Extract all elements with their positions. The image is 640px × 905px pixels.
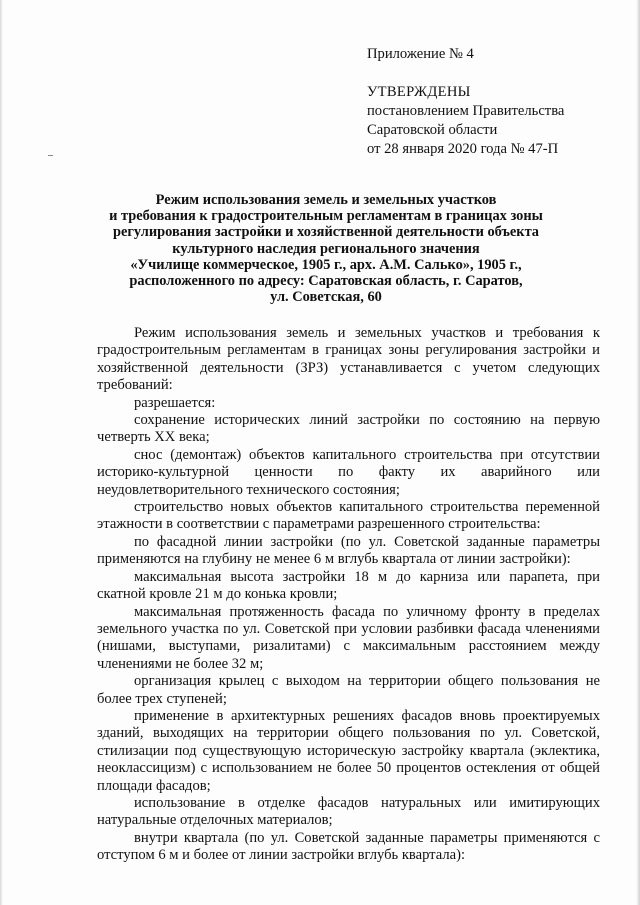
paragraph-item: снос (демонтаж) объектов капитального строительства при отсутствии историко-культурной ценности по факту их аварийного или неудовлетворительного технического состояния; [97, 446, 600, 498]
approval-line-1: постановлением Правительства [367, 103, 565, 119]
paragraph-item: максимальная высота застройки 18 м до карниза или парапета, при скатной кровле 21 м до конька кровли; [97, 568, 600, 603]
title-line-3: регулирования застройки и хозяйственной деятельности объекта [112, 224, 540, 241]
paragraph-item: внутри квартала (по ул. Советской заданные параметры применяются с отступом 6 м и более от линии застройки вглубь квартала): [97, 829, 600, 864]
paragraph-item: организация крылец с выходом на территории общего пользования не более трех ступеней; [97, 673, 600, 707]
paragraph-item: сохранение исторических линий застройки по состоянию на первую четверть XX века; [97, 412, 600, 446]
paragraph-item: применение в архитектурных решениях фасадов вновь проектируемых зданий, выходящих на территории общего пользования по ул. Советской, стилизации под существующую историческую застройку квартала (эклектика, неоклассицизм) с использованием не более 50 процентов остекления от общей площади фасадов; [97, 707, 600, 794]
title-line-6: расположенного по адресу: Саратовская область, г. Саратов, [129, 273, 523, 290]
document-body [97, 325, 600, 865]
paragraph-item: использование в отделке фасадов натуральных или имитирующих натуральные отделочных материалов; [97, 794, 600, 829]
paragraph-item: по фасадной линии застройки (по ул. Советской заданные параметры применяются на глубину не менее 6 м вглубь квартала от линии застройки): [97, 533, 600, 568]
title-line-1: Режим использования земель и земельных участков [155, 192, 497, 208]
paragraph-item: строительство новых объектов капитального строительства переменной этажности в соответствии с параметрами разрешенного строительства: [97, 499, 600, 533]
paragraph-intro: Режим использования земель и земельных участков и требования к градостроительным регламентам в границах зоны регулирования застройки и хозяйственной деятельности (ЗРЗ) устанавливается с учетом следующих требований: [97, 325, 600, 394]
approved-label: УТВЕРЖДЕНЫ [367, 84, 471, 100]
title-line-4: культурного наследия регионального значения [172, 240, 480, 257]
document-title [96, 192, 556, 305]
title-line-5: «Училище коммерческое, 1905 г., арх. А.М. Салько», 1905 г., [130, 256, 522, 273]
approval-line-2: Саратовской области [367, 122, 498, 138]
title-line-7: ул. Советская, 60 [270, 289, 382, 306]
approval-line-3: от 28 января 2020 года № 47-П [367, 141, 559, 157]
title-line-2: и требования к градостроительным регламентам в границах зоны [109, 208, 543, 225]
paragraph-allowed: разрешается: [134, 394, 216, 411]
scan-edge-right [636, 0, 640, 905]
scan-mark [48, 155, 53, 156]
scan-edge-left [0, 0, 3, 905]
approval-block [367, 45, 564, 159]
annex-number: Приложение № 4 [367, 46, 474, 62]
paragraph-item: максимальная протяженность фасада по уличному фронту в пределах земельного участка по ул. Советской при условии разбивки фасада членениями (нишами, выступами, ризалитами) с максимальным расстоянием между членениями не более 32 м; [97, 603, 600, 672]
